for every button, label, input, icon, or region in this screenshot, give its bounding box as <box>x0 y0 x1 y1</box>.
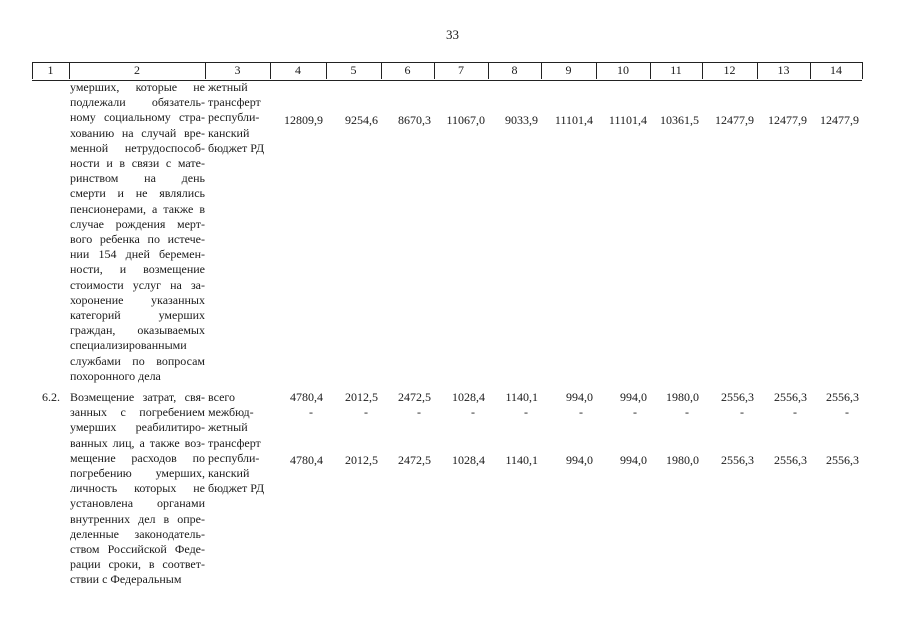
dash-cell: - <box>417 405 421 419</box>
value-cell-rd-budget: 1980,0 <box>666 453 699 467</box>
text-line: трансферт <box>208 435 261 450</box>
header-cell-7: 7 <box>458 63 464 77</box>
value-cell-rd-budget: 4780,4 <box>290 453 323 467</box>
text-line: стоимости услуг на за- <box>70 277 205 292</box>
text-line: случае рождения мерт- <box>70 216 205 231</box>
text-line: внутренних дел в опре- <box>70 511 205 526</box>
text-line: жетный <box>208 80 248 94</box>
header-cell-10: 10 <box>617 63 629 77</box>
header-cell-5: 5 <box>350 63 357 77</box>
text-line: ному социальному стра- <box>70 110 205 125</box>
text-line: нии 154 дней беремен- <box>70 247 205 262</box>
text-line: канский <box>208 125 250 140</box>
text-line: менной нетрудоспособ- <box>70 140 205 155</box>
header-cell-9: 9 <box>565 63 572 77</box>
text-line: рации сроки, в соответ- <box>70 557 205 572</box>
text-line: специализированными <box>70 338 187 353</box>
dash-cell: - <box>524 405 528 419</box>
value-cell-rd-budget: 10361,5 <box>660 113 699 127</box>
value-cell-rd-budget: 2556,3 <box>774 453 807 467</box>
value-cell-rd-budget: 9033,9 <box>505 113 538 127</box>
text-line: ствии с Федеральным <box>70 572 182 587</box>
text-line: ванных лиц, а также воз- <box>70 435 205 450</box>
header-cell-14: 14 <box>830 63 842 77</box>
text-line: вого ребенка по истече- <box>70 232 205 247</box>
text-line: категорий умерших <box>70 308 205 323</box>
text-line: похоронного дела <box>70 368 161 383</box>
value-cell-total: 1140,1 <box>505 390 538 404</box>
text-line: ством Российской Феде- <box>70 542 205 557</box>
dash-cell: - <box>471 405 475 419</box>
value-cell-total: 4780,4 <box>290 390 323 404</box>
value-cell-rd-budget: 9254,6 <box>345 113 378 127</box>
dash-cell: - <box>740 405 744 419</box>
value-cell-total: 2472,5 <box>398 390 431 404</box>
row-number: 6.2. <box>42 390 60 404</box>
value-cell-rd-budget: 1028,4 <box>452 453 485 467</box>
text-line: ности и в связи с мате- <box>70 156 205 171</box>
text-line: погребению умерших, <box>70 466 205 481</box>
dash-cell: - <box>685 405 689 419</box>
value-cell-rd-budget: 2556,3 <box>826 453 859 467</box>
text-line: ности, и возмещение <box>70 262 205 277</box>
value-cell-rd-budget: 12477,9 <box>715 113 754 127</box>
text-line: личность которых не <box>70 481 205 496</box>
text-line: службами по вопросам <box>70 353 205 368</box>
text-line: смерти и не являлись <box>70 186 205 201</box>
header-cell-6: 6 <box>404 63 411 77</box>
text-line: занных с погребением <box>70 405 205 420</box>
text-line: бюджет РД <box>208 481 265 496</box>
value-cell-total: 2556,3 <box>721 390 754 404</box>
text-line: всего <box>208 390 236 404</box>
value-cell-total: 1980,0 <box>666 390 699 404</box>
text-line: установлена органами <box>70 496 205 511</box>
row-description-rehabilitated <box>70 390 205 588</box>
text-line: Возмещение затрат, свя- <box>70 390 205 404</box>
value-cell-rd-budget: 12477,9 <box>820 113 859 127</box>
text-line: канский <box>208 466 250 481</box>
dash-cell: - <box>793 405 797 419</box>
header-cell-13: 13 <box>777 63 790 77</box>
text-line: деленные законодатель- <box>70 526 205 541</box>
text-line: умерших реабилитиро- <box>70 420 205 435</box>
row-source-funeral-uninsured <box>208 80 264 156</box>
dash-cell: - <box>309 405 313 419</box>
text-line: хованию на случай вре- <box>70 125 205 140</box>
text-line: умерших, которые не <box>70 80 205 94</box>
text-line: межбюд- <box>208 405 254 420</box>
dash-cell: - <box>364 405 368 419</box>
value-cell-rd-budget: 2556,3 <box>721 453 754 467</box>
text-line: ринством на день <box>70 171 205 186</box>
header-cell-11: 11 <box>670 63 682 77</box>
header-cell-1: 1 <box>47 63 54 77</box>
value-cell-rd-budget: 11101,4 <box>608 113 647 127</box>
value-cell-rd-budget: 2472,5 <box>398 453 431 467</box>
text-line: республи- <box>208 450 260 465</box>
dash-cell: - <box>579 405 583 419</box>
text-line: трансферт <box>208 95 261 110</box>
text-line: мещение расходов по <box>70 450 205 465</box>
value-cell-rd-budget: 2012,5 <box>345 453 378 467</box>
value-cell-total: 2012,5 <box>345 390 378 404</box>
text-line: республи- <box>208 110 260 125</box>
header-cell-2: 2 <box>134 63 140 77</box>
text-line: бюджет РД <box>208 140 265 155</box>
value-cell-total: 2556,3 <box>774 390 807 404</box>
header-cell-12: 12 <box>723 63 736 77</box>
dash-cell: - <box>845 405 849 419</box>
value-cell-rd-budget: 994,0 <box>566 453 593 467</box>
value-cell-rd-budget: 12809,9 <box>284 113 323 127</box>
value-cell-total: 1028,4 <box>452 390 485 404</box>
table-column-divider <box>862 62 863 79</box>
value-cell-total: 994,0 <box>566 390 593 404</box>
value-cell-rd-budget: 1140,1 <box>505 453 538 467</box>
value-cell-rd-budget: 11101,4 <box>554 113 593 127</box>
value-cell-rd-budget: 8670,3 <box>398 113 431 127</box>
text-line: подлежали обязатель- <box>70 95 205 110</box>
page-number: 33 <box>446 27 459 42</box>
dash-cell: - <box>633 405 637 419</box>
text-line: граждан, оказываемых <box>70 323 205 338</box>
header-cell-3: 3 <box>234 63 241 77</box>
row-source-rehabilitated <box>208 390 264 496</box>
value-cell-rd-budget: 12477,9 <box>768 113 807 127</box>
value-cell-rd-budget: 994,0 <box>620 453 647 467</box>
value-cell-total: 2556,3 <box>826 390 859 404</box>
value-cell-rd-budget: 11067,0 <box>446 113 485 127</box>
text-line: жетный <box>208 420 248 435</box>
row-description-funeral-uninsured <box>70 80 205 384</box>
text-line: хоронение указанных <box>70 292 205 307</box>
header-cell-4: 4 <box>295 63 301 77</box>
text-line: пенсионерами, а также в <box>70 201 205 216</box>
value-cell-total: 994,0 <box>620 390 647 404</box>
header-cell-8: 8 <box>511 63 518 77</box>
